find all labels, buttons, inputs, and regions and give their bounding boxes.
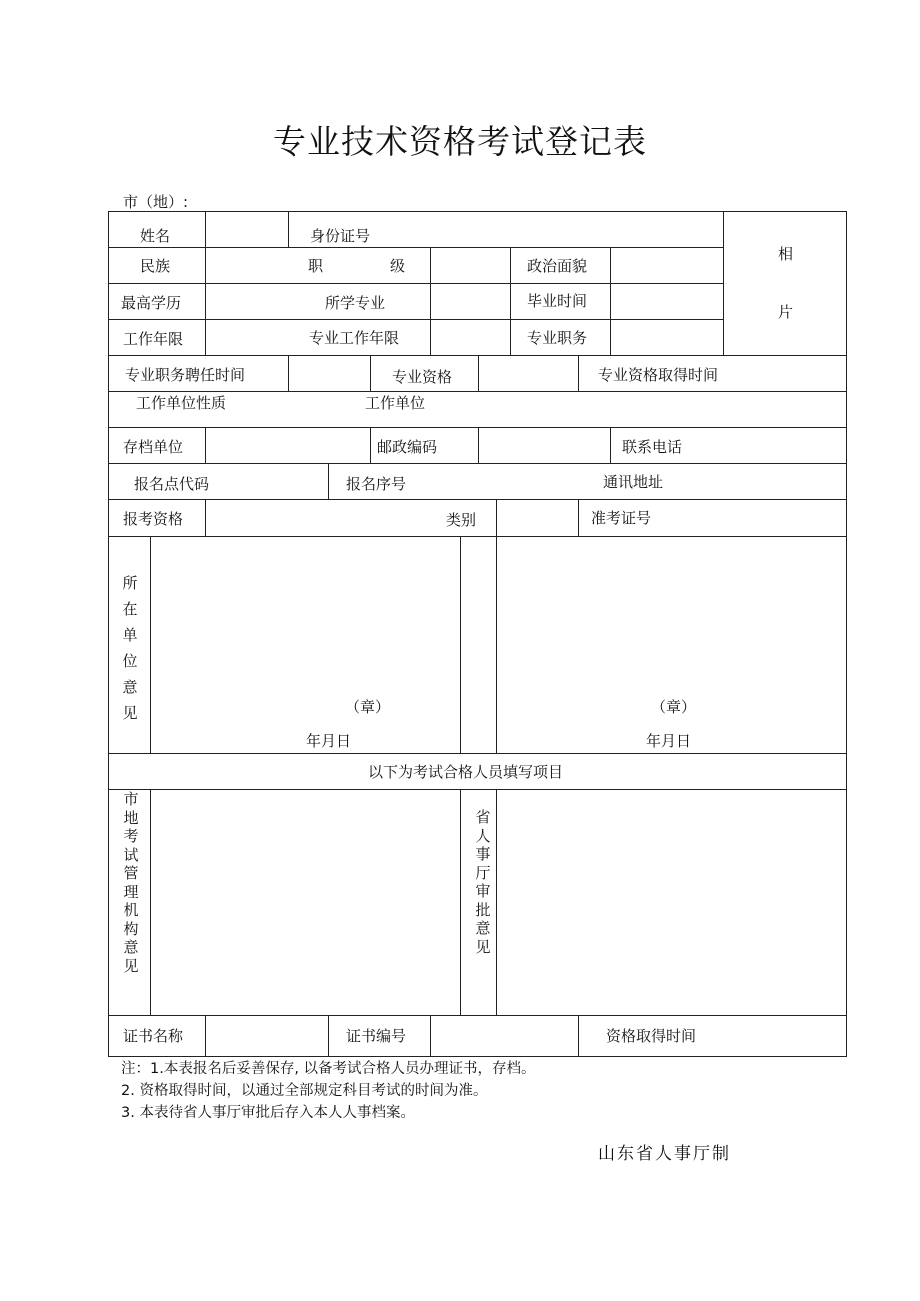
pass-section-header: 以下为考试合格人员填写项目 (368, 763, 564, 781)
column-line (370, 427, 371, 463)
column-line (370, 355, 371, 391)
column-line (205, 427, 206, 463)
exam-qualification-label: 报考资格 (123, 510, 184, 528)
column-line (496, 789, 497, 1015)
education-label: 最高学历 (121, 294, 182, 312)
column-line (478, 427, 479, 463)
pro-work-years-label: 专业工作年限 (309, 329, 400, 347)
column-line (578, 355, 579, 391)
date-right: 年月日 (646, 732, 692, 750)
column-line (460, 789, 461, 1015)
column-line (150, 789, 151, 1015)
row-line (108, 753, 847, 754)
id-number-label: 身份证号 (310, 227, 371, 245)
row-line (108, 463, 847, 464)
note-line: 3. 本表待省人事厅审批后存入本人人事档案。 (121, 1105, 415, 1121)
photo-label-1: 相 (778, 245, 794, 263)
name-label: 姓名 (140, 227, 171, 245)
city-agency-opinion-label: 市地考试管理机构意见 (123, 790, 139, 975)
province-approval-label: 省人事厅审批意见 (475, 808, 491, 956)
political-status-label: 政治面貌 (527, 257, 588, 275)
archive-unit-label: 存档单位 (123, 438, 184, 456)
row-line (108, 247, 723, 248)
rank-label-2: 级 (390, 257, 406, 275)
column-line (430, 1015, 431, 1057)
note-line: 注：1.本表报名后妥善保存, 以备考试合格人员办理证书，存档。 (121, 1061, 536, 1077)
column-line (578, 499, 579, 536)
certificate-number-label: 证书编号 (346, 1027, 407, 1045)
column-line (288, 211, 289, 247)
column-line (460, 536, 461, 753)
postcode-label: 邮政编码 (377, 438, 438, 456)
issuer-signature: 山东省人事厅制 (598, 1144, 731, 1164)
work-years-label: 工作年限 (123, 330, 184, 348)
row-line (108, 1015, 847, 1016)
site-code-label: 报名点代码 (134, 475, 210, 493)
pro-position-label: 专业职务 (527, 329, 588, 347)
note-line: 2. 资格取得时间，以通过全部规定科目考试的时间为准。 (121, 1083, 488, 1099)
major-label: 所学专业 (325, 294, 386, 312)
photo-label-2: 片 (778, 303, 794, 321)
row-line (108, 391, 847, 392)
row-line (108, 499, 847, 500)
employer-nature-label: 工作单位性质 (136, 394, 227, 412)
pro-qualification-label: 专业资格 (392, 368, 453, 386)
appointment-time-label: 专业职务聘任时间 (125, 366, 246, 384)
column-line (610, 427, 611, 463)
employer-unit-label: 工作单位 (365, 394, 426, 412)
ticket-label: 准考证号 (591, 509, 652, 527)
column-line (478, 355, 479, 391)
city-label: 市（地）: (123, 193, 189, 211)
row-line (108, 283, 723, 284)
date-left: 年月日 (306, 732, 352, 750)
column-line (205, 211, 206, 355)
ethnicity-label: 民族 (140, 257, 171, 275)
row-line (108, 319, 723, 320)
column-line (510, 247, 511, 355)
rank-label-1: 职 (308, 257, 324, 275)
column-line (205, 499, 206, 536)
column-line (150, 536, 151, 753)
row-line (108, 789, 847, 790)
category-label: 类别 (446, 511, 477, 529)
serial-label: 报名序号 (346, 475, 407, 493)
qualification-time-label: 专业资格取得时间 (598, 366, 719, 384)
column-line (205, 1015, 206, 1057)
column-line (723, 211, 724, 355)
unit-opinion-label: 所在单位意见 (122, 574, 138, 722)
column-line (288, 355, 289, 391)
graduation-time-label: 毕业时间 (527, 292, 588, 310)
phone-label: 联系电话 (622, 438, 683, 456)
seal-right: （章） (651, 698, 697, 716)
obtain-time-label: 资格取得时间 (606, 1027, 697, 1045)
column-line (610, 247, 611, 355)
row-line (108, 536, 847, 537)
column-line (496, 536, 497, 753)
column-line (328, 463, 329, 499)
column-line (328, 1015, 329, 1057)
form-title: 专业技术资格考试登记表 (273, 122, 647, 161)
seal-left: （章） (345, 698, 391, 716)
certificate-name-label: 证书名称 (123, 1027, 184, 1045)
column-line (578, 1015, 579, 1057)
address-label: 通讯地址 (603, 473, 664, 491)
column-line (430, 247, 431, 355)
column-line (496, 499, 497, 536)
